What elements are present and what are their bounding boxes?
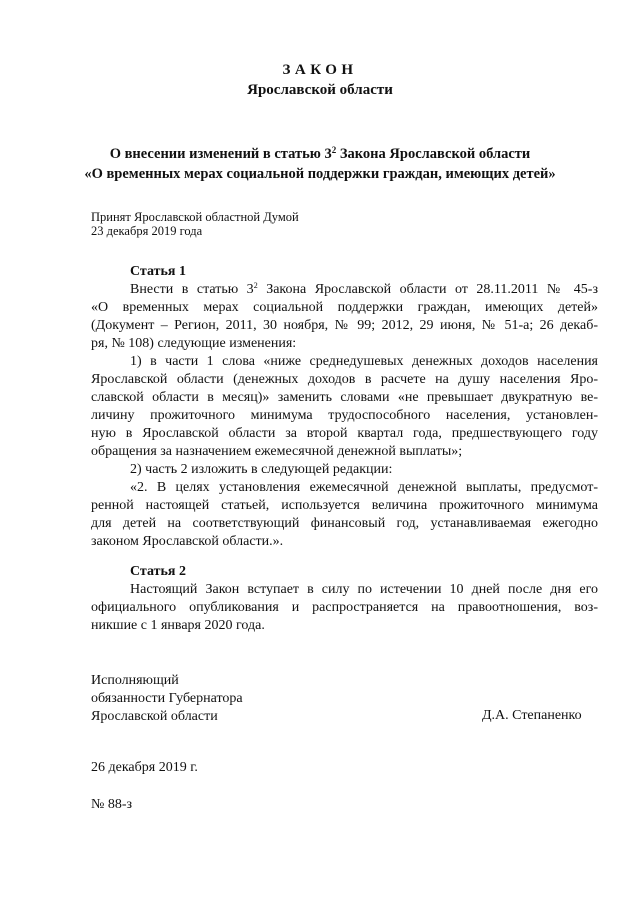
article-2-line: никшие с 1 января 2020 года.	[91, 618, 265, 633]
article-1-line: личину прожиточного минимума трудоспособного населения, установлен-	[91, 408, 598, 423]
article-1-line: законом Ярославской области.».	[91, 534, 284, 549]
article-1-line: Ярославской области (денежных доходов в расчете на душу населения Яро-	[91, 372, 598, 387]
adoption-body: Принят Ярославской областной Думой	[91, 210, 299, 224]
article-1-line: славской области в месяц)» заменить словами «не превышает двукратную ве-	[91, 390, 598, 405]
subject-line-1: О внесении изменений в статью $3^2$ Закона Ярославской области	[109, 145, 531, 162]
article-1-line: ную в Ярославской области за второй квартал года, предшествующего году	[91, 426, 598, 441]
signature-block	[91, 672, 243, 726]
law-subject	[0, 144, 640, 184]
law-number: № 88-з	[91, 797, 133, 812]
signing-date: 26 декабря 2019 г.	[91, 760, 198, 775]
adoption-date: 23 декабря 2019 года	[91, 224, 203, 238]
article-1-line: «2. В целях установления ежемесячной денежной выплаты, предусмот-	[130, 480, 598, 495]
signatory-title-3: Ярославской области	[91, 709, 218, 724]
article-2-line: Настоящий Закон вступает в силу по истечении 10 дней после дня его	[130, 582, 598, 597]
article-1-line: Внести в статью $3^2$ Закона Ярославской области от 28.11.2011 № 45-з	[130, 281, 598, 297]
article-1-line: обращения за назначением ежемесячной денежной выплаты»;	[91, 444, 463, 459]
spacer	[91, 551, 598, 563]
adoption-note	[91, 210, 299, 238]
article-1-line: для детей на соответствующий финансовый год, устанавливаемая ежегодно	[91, 516, 598, 531]
article-1-heading: Статья 1	[130, 264, 186, 279]
article-1-line: (Документ – Регион, 2011, 30 ноября, № 99; 2012, 29 июня, № 51-а; 26 декаб-	[91, 318, 598, 333]
signer-name: Д.А. Степаненко	[482, 708, 582, 723]
article-1-line: ря, № 108) следующие изменения:	[91, 336, 297, 351]
article-2-heading: Статья 2	[130, 564, 186, 579]
subject-line-2: «О временных мерах социальной поддержки граждан, имеющих детей»	[84, 166, 556, 182]
signatory-title-2: обязанности Губернатора	[91, 691, 243, 706]
law-title: ЗАКОН	[282, 62, 358, 78]
article-1-line: ренной настоящей статьей, используется величина прожиточного минимума	[91, 498, 598, 513]
article-2-line: официального опубликования и распространяется на правоотношения, воз-	[91, 600, 598, 615]
article-1-line: 2) часть 2 изложить в следующей редакции:	[130, 462, 393, 477]
law-region: Ярославской области	[247, 82, 393, 98]
signatory-title-1: Исполняющий	[91, 673, 179, 688]
article-1-line: «О временных мерах социальной поддержки граждан, имеющих детей»	[91, 300, 598, 315]
article-1-line: 1) в части 1 слова «ниже среднедушевых денежных доходов населения	[130, 354, 598, 369]
law-body	[91, 263, 598, 635]
